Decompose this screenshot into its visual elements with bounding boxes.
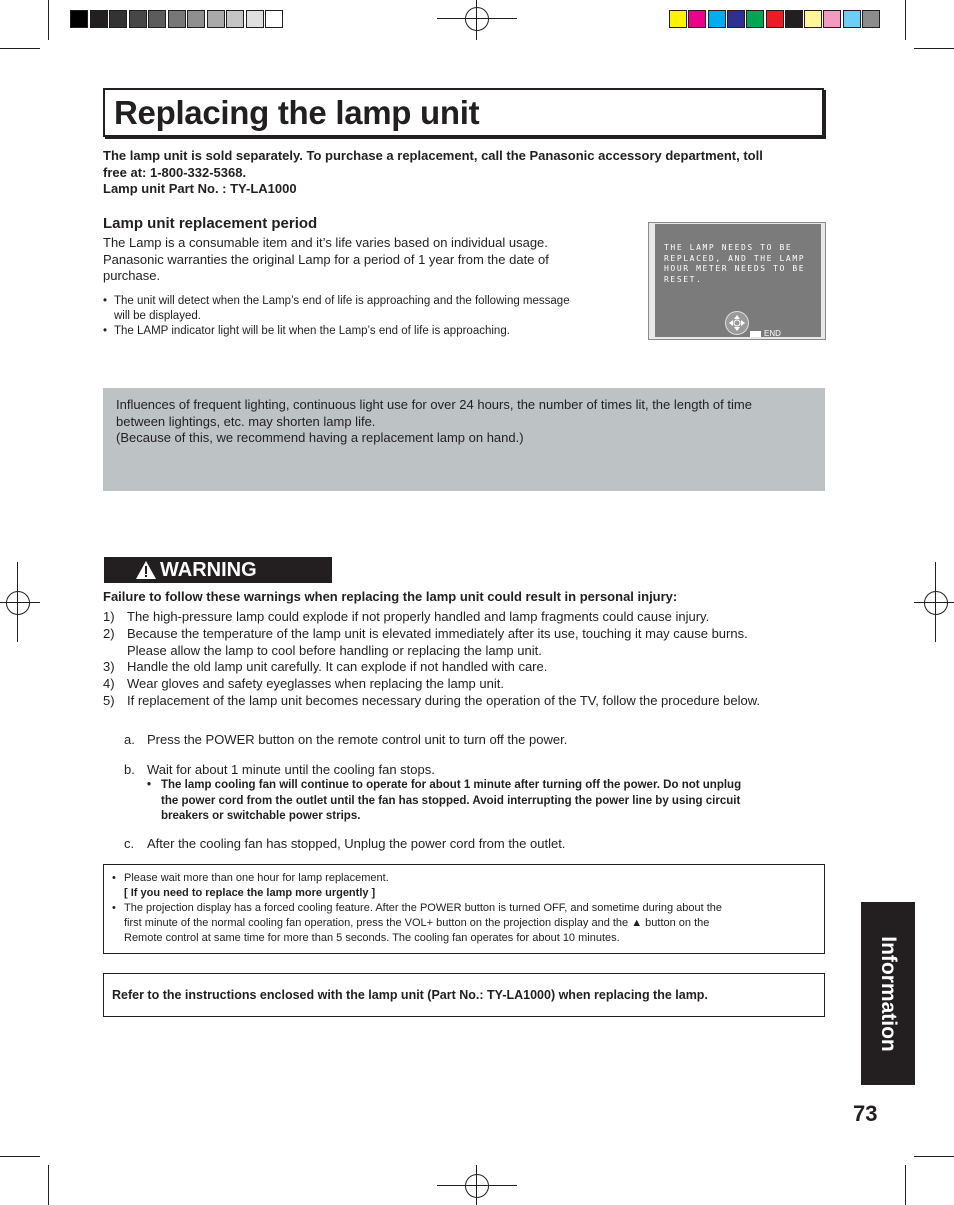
- item-text: Wear gloves and safety eyeglasses when replacing the lamp unit.: [127, 676, 504, 691]
- gray-swatch: [109, 10, 127, 28]
- color-swatch: [862, 10, 880, 28]
- gray-swatch: [148, 10, 166, 28]
- color-swatch: [766, 10, 784, 28]
- item-number: 4): [103, 676, 115, 691]
- crop-mark: [905, 0, 906, 40]
- item-text: If replacement of the lamp unit becomes necessary during the operation of the TV, follow the procedure below.: [127, 693, 761, 708]
- crop-mark: [914, 48, 954, 49]
- crop-mark: [905, 1165, 906, 1205]
- color-swatch: [804, 10, 822, 28]
- warning-lead: Failure to follow these warnings when replacing the lamp unit could result in personal injury:: [103, 589, 678, 604]
- crop-mark: [48, 1165, 49, 1205]
- bullet-item: • The unit will detect when the Lamp’s end of life is approaching and the following message will be displayed.: [103, 294, 633, 324]
- note-line: breakers or switchable power strips.: [161, 810, 361, 822]
- warning-banner: [104, 557, 332, 583]
- step-letter: a.: [124, 732, 135, 747]
- note-urgent-heading: [ If you need to replace the lamp more urgently ]: [124, 887, 376, 899]
- step-letter: c.: [124, 836, 135, 851]
- color-swatch: [823, 10, 841, 28]
- note-bullet: • Please wait more than one hour for lamp replacement. [ If you need to replace the lamp more urgently ]: [112, 871, 817, 901]
- item-number: 3): [103, 659, 115, 674]
- osd-message-line: REPLACED, AND THE LAMP: [664, 253, 806, 263]
- part-number-line: Lamp unit Part No. : TY-LA1000: [103, 181, 297, 196]
- color-swatch: [727, 10, 745, 28]
- dpad-icon: [725, 311, 749, 335]
- step-letter: b.: [124, 762, 135, 777]
- item-text: Please allow the lamp to cool before handling or replacing the lamp unit.: [127, 643, 542, 658]
- color-swatch: [843, 10, 861, 28]
- page-number: 73: [853, 1101, 878, 1126]
- osd-end-label: END: [764, 329, 781, 338]
- influence-text: [116, 397, 816, 447]
- item-number: 1): [103, 609, 115, 624]
- color-swatch: [708, 10, 726, 28]
- period-text: [103, 235, 623, 285]
- influence-box: [103, 388, 825, 491]
- influence-line: Influences of frequent lighting, continuous light use for over 24 hours, the number of times lit, the length of time: [116, 397, 752, 412]
- side-tab-information: [861, 902, 915, 1085]
- crop-mark: [914, 1156, 954, 1157]
- warning-list: [103, 609, 823, 708]
- note-bullet: • The projection display has a forced cooling feature. After the POWER button is turned OFF, and sometime during about the first minute of the normal cooling fan operation, press the VOL+ button on the projection display and the ▲ button on the Remote control at same time for more than 5 seconds. The cooling fan operates for about 10 minutes.: [112, 901, 817, 946]
- note-line: Please wait more than one hour for lamp replacement.: [124, 872, 389, 884]
- crop-mark: [48, 0, 49, 40]
- bullet-item: • The LAMP indicator light will be lit when the Lamp’s end of life is approaching.: [103, 324, 633, 339]
- bullet-line: The unit will detect when the Lamp’s end of life is approaching and the following message: [114, 295, 570, 307]
- influence-line: between lightings, etc. may shorten lamp life.: [116, 413, 376, 429]
- step-text: After the cooling fan has stopped, Unplug the power cord from the outlet.: [147, 836, 566, 851]
- warning-triangle-icon: [135, 560, 157, 580]
- color-swatch: [688, 10, 706, 28]
- gray-swatch: [70, 10, 88, 28]
- gray-swatch: [226, 10, 244, 28]
- period-line: purchase.: [103, 268, 161, 283]
- section-heading: Lamp unit replacement period: [103, 215, 318, 232]
- refer-box: [103, 973, 825, 1017]
- side-tab-label: Information: [877, 935, 900, 1052]
- intro-text: [103, 148, 823, 198]
- item-text: Because the temperature of the lamp unit is elevated immediately after its use, touching it may cause burns.: [127, 626, 748, 641]
- item-text: Handle the old lamp unit carefully. It can explode if not handled with care.: [127, 659, 548, 674]
- note-line: The lamp cooling fan will continue to operate for about 1 minute after turning off the power. Do not unplug: [161, 779, 742, 791]
- item-number: 2): [103, 626, 115, 641]
- osd-screen: [655, 224, 821, 337]
- item-number: 5): [103, 693, 115, 708]
- step-text: Wait for about 1 minute until the cooling fan stops.: [147, 762, 435, 777]
- gray-swatch: [246, 10, 264, 28]
- color-swatch: [785, 10, 803, 28]
- period-line: Panasonic warranties the original Lamp for a period of 1 year from the date of: [103, 251, 549, 267]
- refer-text: Refer to the instructions enclosed with the lamp unit (Part No.: TY-LA1000) when replacing the lamp.: [112, 988, 708, 1002]
- crop-mark: [0, 48, 40, 49]
- item-text: The high-pressure lamp could explode if not properly handled and lamp fragments could cause injury.: [127, 609, 710, 624]
- osd-screen-image: [648, 222, 826, 340]
- osd-message-line: RESET.: [664, 274, 703, 284]
- warning-label: WARNING: [160, 559, 257, 581]
- osd-message-line: THE LAMP NEEDS TO BE: [664, 243, 793, 252]
- bullet-line: will be displayed.: [114, 310, 201, 322]
- gray-swatch: [129, 10, 147, 28]
- gray-swatch: [265, 10, 283, 28]
- color-swatch: [746, 10, 764, 28]
- note-box: [103, 864, 825, 954]
- period-line: The Lamp is a consumable item and it’s life varies based on individual usage.: [103, 235, 548, 250]
- note-line: Remote control at same time for more than 5 seconds. The cooling fan operates for about 10 minutes.: [124, 932, 620, 944]
- influence-line: (Because of this, we recommend having a replacement lamp on hand.): [116, 430, 524, 445]
- note-line: The projection display has a forced cooling feature. After the POWER button is turned OFF, and sometime during about the: [124, 902, 722, 914]
- color-swatch: [669, 10, 687, 28]
- gray-swatch: [187, 10, 205, 28]
- osd-message-line: HOUR METER NEEDS TO BE: [664, 264, 806, 273]
- step-text: Press the POWER button on the remote control unit to turn off the power.: [147, 732, 568, 747]
- intro-line: free at: 1-800-332-5368.: [103, 164, 247, 180]
- intro-line: The lamp unit is sold separately. To purchase a replacement, call the Panasonic accessory department, toll: [103, 148, 763, 163]
- note-content: [112, 871, 817, 946]
- note-line: the power cord from the outlet until the fan has stopped. Avoid interrupting the power line by using circuit: [161, 794, 741, 807]
- gray-swatch: [168, 10, 186, 28]
- osd-end: [750, 329, 781, 338]
- page-title: Replacing the lamp unit: [114, 94, 480, 131]
- period-bullets: [103, 294, 633, 339]
- gray-swatch: [207, 10, 225, 28]
- crop-mark: [0, 1156, 40, 1157]
- title-box: [103, 88, 824, 137]
- bullet-line: The LAMP indicator light will be lit when the Lamp’s end of life is approaching.: [114, 325, 510, 337]
- osd-message: [664, 243, 816, 285]
- gray-swatch: [90, 10, 108, 28]
- step-b-note: • The lamp cooling fan will continue to operate for about 1 minute after turning off the power. Do not unplug the power cord from the outlet until the fan has stopped. Avoid interrupting the power line by using circuit breakers or switchable power strips.: [147, 778, 817, 825]
- note-line: first minute of the normal cooling fan operation, press the VOL+ button on the projection display and the ▲ button on the: [124, 917, 710, 929]
- return-icon: [750, 331, 761, 337]
